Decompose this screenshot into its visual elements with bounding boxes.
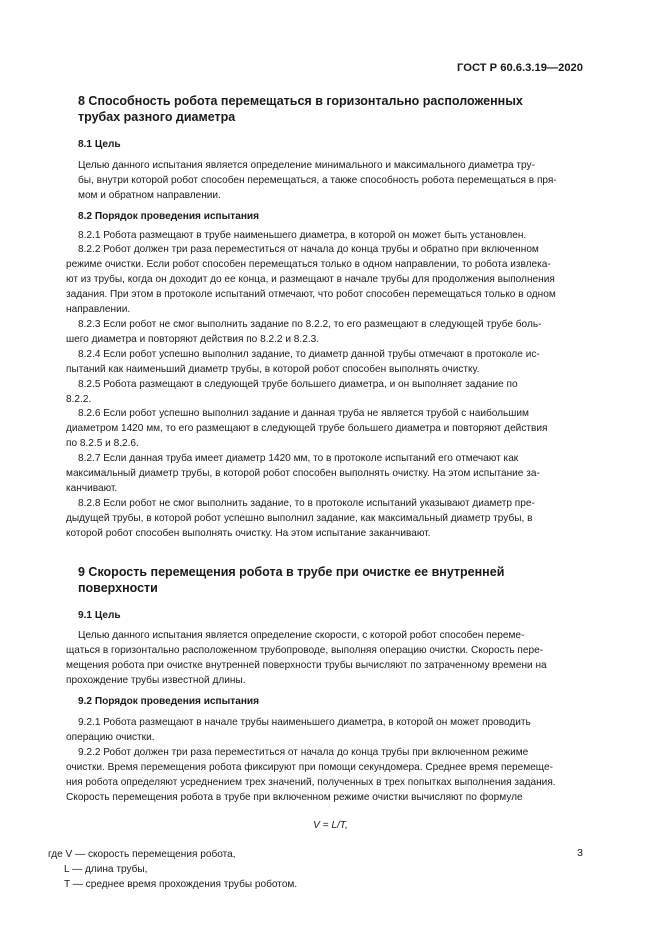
text-line: режиме очистки. Если робот способен перемещаться только в одном направлении, то робота извлека- (66, 259, 551, 271)
text-line: канчивают. (66, 482, 118, 494)
text-line: операцию очистки. (66, 731, 155, 743)
section-8-title (78, 93, 583, 125)
section-8-title-line1: 8 Способность робота перемещаться в горизонтально расположенных (78, 94, 523, 108)
text-line: бы, внутри которой робот способен перемещаться, а также способность робота перемещаться в пря- (78, 174, 557, 186)
legend-line-v: где V — скорость перемещения робота, (48, 849, 236, 861)
text-line: 8.2.1 Робота размещают в трубе наименьшего диаметра, в которой он может быть установлен. (78, 229, 527, 241)
text-line: задания. При этом в протоколе испытаний отмечают, что робот способен перемещаться только в одном (66, 289, 556, 301)
subsection-8-1-text (78, 159, 583, 204)
text-line: Скорость перемещения робота в трубе при включенном режиме очистки вычисляют по формуле (66, 791, 523, 803)
text-line: Целью данного испытания является определение минимального и максимального диаметра тру- (78, 159, 535, 171)
text-line: 8.2.6 Если робот успешно выполнил задание и данная труба не является трубой с наибольшим (78, 408, 529, 420)
text-line: направлении. (66, 304, 131, 316)
text-line: Целью данного испытания является определение скорости, с которой робот способен переме- (78, 630, 525, 642)
legend-line-l: L — длина трубы, (64, 864, 148, 876)
subsection-8-2-text (66, 229, 583, 542)
legend-line-t: T — среднее время прохождения трубы роботом. (64, 879, 298, 891)
subsection-8-1-heading: 8.1 Цель (78, 139, 121, 150)
page-content (48, 93, 583, 893)
text-line: щаться в горизонтально расположенном трубопроводе, выполняя операцию очистки. Скорость пере- (66, 645, 544, 657)
text-line: 8.2.3 Если робот не смог выполнить задание по 8.2.2, то его размещают в следующей трубе боль- (78, 318, 542, 330)
section-9-title-line1: 9 Скорость перемещения робота в трубе при очистке ее внутренней (78, 564, 505, 579)
text-line: мещения робота при очистке внутренней поверхности трубы вычисляют по затраченному времени на (66, 660, 547, 672)
formula-legend (48, 848, 583, 893)
text-line: ют из трубы, когда он доходит до ее конца, и размещают в начале трубы для продолжения выполнения (66, 274, 555, 286)
text-line: пытаний как наименьший диаметр трубы, в которой робот способен выполнять очистку. (66, 363, 480, 375)
section-9-title-line2: поверхности (78, 580, 158, 595)
section-9-title (78, 564, 583, 596)
text-line: 8.2.5 Робота размещают в следующей трубе большего диаметра, и он выполняет задание по (78, 378, 518, 390)
text-line: прохождение трубы известной длины. (66, 675, 246, 687)
text-line: ния робота определяют усреднением трех значений, полученных в трех попытках выполнения задания. (66, 776, 556, 788)
text-line: которой робот способен выполнять очистку. На этом испытание заканчивают. (66, 527, 431, 539)
text-line: очистки. Время перемещения робота фиксируют при помощи секундомера. Среднее время перемеще- (66, 761, 553, 773)
text-line: мом и обратном направлении. (78, 189, 221, 201)
text-line: 8.2.4 Если робот успешно выполнил задание, то диаметр данной трубы отмечают в протоколе ис- (78, 348, 540, 360)
document-id: ГОСТ Р 60.6.3.19—2020 (457, 62, 583, 74)
text-line: 9.2.2 Робот должен три раза переместиться от начала до конца трубы при включенном режиме (78, 746, 529, 758)
page-number: 3 (577, 847, 583, 859)
subsection-9-1-text (66, 629, 583, 689)
text-line: дыдущей трубы, в которой робот успешно выполнил задание, как максимальный диаметр трубы, в (66, 512, 533, 524)
text-line: 8.2.8 Если робот не смог выполнить задание, то в протоколе испытаний указывают диаметр пре- (78, 497, 535, 509)
subsection-9-2-text (66, 716, 583, 805)
text-line: максимальный диаметр трубы, в которой робот способен выполнять очистку. На этом испытание за- (66, 468, 540, 480)
text-line: 9.2.1 Робота размещают в начале трубы наименьшего диаметра, в которой он может проводить (78, 717, 531, 728)
text-line: 8.2.7 Если данная труба имеет диаметр 1420 мм, то в протоколе испытаний его отмечают как (78, 453, 519, 465)
section-8-title-line2: трубах разного диаметра (78, 110, 236, 124)
speed-formula: V = L/T, (313, 820, 348, 832)
subsection-9-2-heading: 9.2 Порядок проведения испытания (78, 696, 260, 708)
text-line: 8.2.2. (66, 393, 92, 405)
text-line: 8.2.2 Робот должен три раза переместиться от начала до конца трубы и обратно при включенном (78, 244, 539, 256)
text-line: диаметром 1420 мм, то его размещают в следующей трубе большего диаметра и повторяют действия (66, 423, 548, 435)
subsection-9-1-heading: 9.1 Цель (78, 609, 121, 621)
text-line: шего диаметра и повторяют действия по 8.2.2 и 8.2.3. (66, 333, 320, 345)
text-line: по 8.2.5 и 8.2.6. (66, 438, 139, 450)
subsection-8-2-heading: 8.2 Порядок проведения испытания (78, 210, 260, 222)
